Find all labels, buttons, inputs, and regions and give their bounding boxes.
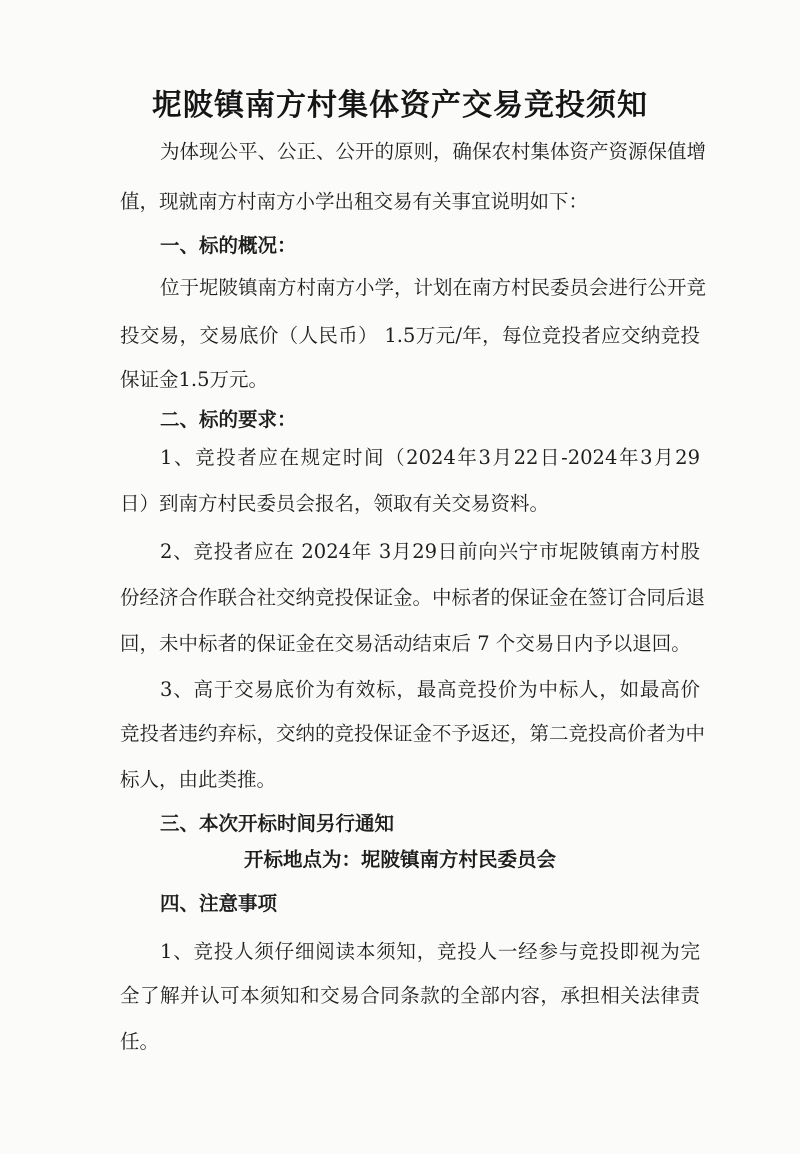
section1-line-1: 位于坭陂镇南方村南方小学，计划在南方村民委员会进行公开竞 [160,276,707,299]
section3-heading: 三、本次开标时间另行通知 [160,812,395,835]
section2-item1-line-1: 1、竞投者应在规定时间（2024年3月22日-2024年3月29 [160,446,700,469]
section4-item1-line-3: 任。 [120,1030,160,1053]
section4-item1-line-2: 全了解并认可本须知和交易合同条款的全部内容，承担相关法律责 [120,984,700,1007]
section1-line-2: 投交易，交易底价（人民币） 1.5万元/年，每位竞投者应交纳竞投 [120,324,700,347]
section2-item3-line-2: 竞投者违约弃标，交纳的竞投保证金不予返还，第二竞投高价者为中 [120,722,706,745]
section1-line-3: 保证金1.5万元。 [120,368,269,391]
section2-item3-line-1: 3、高于交易底价为有效标，最高竞投价为中标人，如最高价 [160,678,700,701]
section2-item2-line-3: 回，未中标者的保证金在交易活动结束后 7 个交易日内予以退回。 [120,632,691,655]
section2-item1-line-2: 日）到南方村民委员会报名，领取有关交易资料。 [120,492,550,515]
section1-heading: 一、标的概况： [160,234,297,257]
bid-opening-location: 开标地点为：坭陂镇南方村民委员会 [243,848,556,871]
section2-item2-line-1: 2、竞投者应在 2024年 3月29日前向兴宁市坭陂镇南方村股 [160,540,700,563]
section2-heading: 二、标的要求： [160,408,297,431]
section2-item3-line-3: 标人，由此类推。 [120,768,277,791]
section4-heading: 四、注意事项 [160,892,278,915]
intro-line-1: 为体现公平、公正、公开的原则，确保农村集体资产资源保值增 [160,140,707,163]
section4-item1-line-1: 1、竞投人须仔细阅读本须知，竞投人一经参与竞投即视为完 [160,940,700,963]
document-title: 坭陂镇南方村集体资产交易竞投须知 [152,88,648,123]
section2-item2-line-2: 份经济合作联合社交纳竞投保证金。中标者的保证金在签订合同后退 [120,586,706,609]
intro-line-2: 值，现就南方村南方小学出租交易有关事宜说明如下： [120,190,589,213]
